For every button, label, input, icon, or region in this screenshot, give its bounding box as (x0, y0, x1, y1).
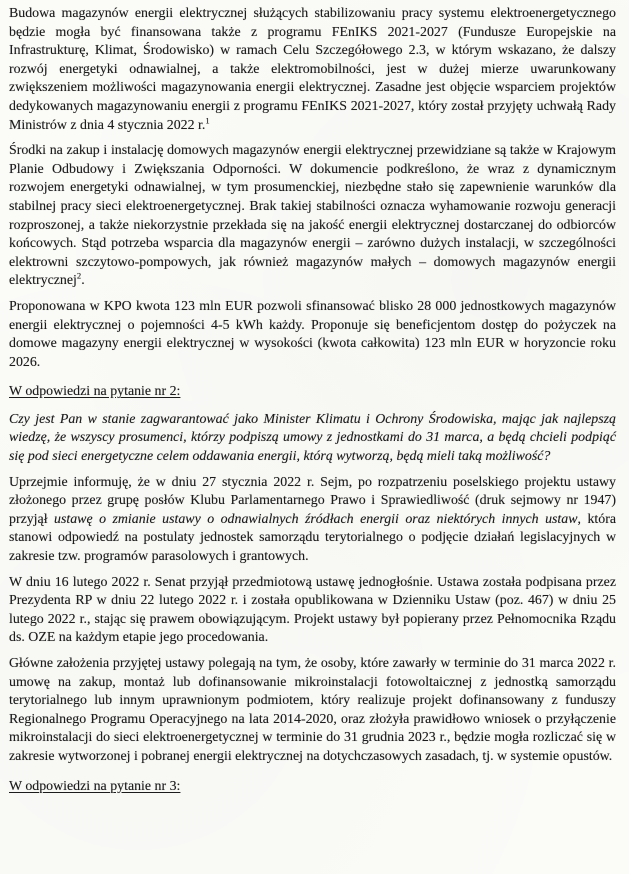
para-sejm-ustawa (9, 474, 616, 567)
para-sejm-ustawa-text: ustawę o zmianie ustawy o odnawialnych źródłach energii oraz niektórych innych ustaw (54, 511, 578, 527)
para-sejm-ustawa-text: , która stanowi odpowiedź na postulaty jednostek samorządu terytorialnego o podjęcie działań legislacyjnych w zakresie tzw. programów parasolowych i grantowych. (9, 511, 616, 565)
heading-odpowiedz-pytanie-3-text: W odpowiedzi na pytanie nr 3: (9, 778, 181, 794)
para-senat-podpisanie (9, 574, 616, 648)
heading-odpowiedz-pytanie-2 (9, 383, 616, 402)
heading-odpowiedz-pytanie-3 (9, 778, 616, 797)
para-pytanie-2-tresc-text: Czy jest Pan w stanie zagwarantować jako Minister Klimatu i Ochrony Środowiska, mając jak najlepszą wiedzę, że wszyscy prosumenci, którzy podpiszą umowy z jednostkami do 31 marca, a będą chcieli podpiąć się pod sieci energetyczne celem oddawania energii, którą wytworzą, będą mieli taką możliwość? (9, 411, 616, 465)
para-pytanie-2-tresc (9, 411, 616, 467)
para-kpo-srodki (9, 142, 616, 291)
document-body (9, 5, 616, 796)
para-feniks-program (9, 5, 616, 135)
para-senat-podpisanie-text: W dniu 16 lutego 2022 r. Senat przyjął przedmiotową ustawę jednogłośnie. Ustawa została podpisana przez Prezydenta RP w dniu 22 lutego 2022 r. i została opublikowana w Dzienniku Ustaw (poz. 467) w dniu 25 lutego 2022 r., stając się prawem obowiązującym. Projekt ustawy był popierany przez Pełnomocnika Rządu ds. OZE na każdym etapie jego procedowania. (9, 574, 616, 646)
para-glowne-zalozenia (9, 655, 616, 767)
heading-odpowiedz-pytanie-2-text: W odpowiedzi na pytanie nr 2: (9, 384, 181, 400)
para-kpo-srodki-footnote-ref: 2 (76, 270, 82, 281)
para-sejm-ustawa-text: Uprzejmie informuję, że w dniu 27 stycznia 2022 r. Sejm, po rozpatrzeniu poselskiego projektu ustawy złożonego przez grupę posłów Klubu Parlamentarnego Prawo i Sprawiedliwość (druk sejmowy nr 1947) przyjął (9, 474, 616, 527)
para-kpo-kwota (9, 298, 616, 372)
para-feniks-program-footnote-ref: 1 (205, 114, 210, 125)
para-kpo-srodki-text: . (81, 273, 85, 289)
para-feniks-program-text: Budowa magazynów energii elektrycznej służących stabilizowaniu pracy systemu elektroenergetycznego będzie mogła być finansowana także z programu FEnIKS 2021-2027 (Fundusze Europejskie na Infrastrukturę, Klimat, Środowisko) w ramach Celu Szczegółowego 2.3, w którym wskazano, że dalszy rozwój energetyki odnawialnej, a także elektromobilności, jest w dużej mierze uwarunkowany zwiększeniem możliwości magazynowania energii elektrycznej. Zasadne jest objęcie wsparciem projektów dedykowanych magazynowaniu energii z programu FEnIKS 2021-2027, który został przyjęty uchwałą Rady Ministrów z dnia 4 stycznia 2022 r. (9, 6, 616, 133)
para-glowne-zalozenia-text: Główne założenia przyjętej ustawy polegają na tym, że osoby, które zawarły w terminie do 31 marca 2022 r. umowę na zakup, montaż lub dofinansowanie mikroinstalacji fotowoltaicznej z jednostką samorządu terytorialnego lub innym uprawnionym podmiotem, który realizuje projekt dofinansowany z funduszy Regionalnego Programu Operacyjnego na lata 2014-2020, oraz złożyła prawidłowo wniosek o przyłączenie mikroinstalacji do sieci elektroenergetycznej w terminie do 31 grudnia 2023 r., będzie mogła rozliczać się w zakresie wytworzonej i pobranej energii elektrycznej na dotychczasowych zasadach, tj. w systemie opustów. (9, 656, 616, 764)
para-kpo-kwota-text: Proponowana w KPO kwota 123 mln EUR pozwoli sfinansować blisko 28 000 jednostkowych magazynów energii elektrycznej o pojemności 4-5 kWh każdy. Proponuje się beneficjentom dostęp do pożyczek na domowe magazyny energii elektrycznej w wysokości (kwota całkowita) 123 mln EUR w horyzoncie roku 2026. (9, 298, 616, 370)
para-kpo-srodki-text: Środki na zakup i instalację domowych magazynów energii elektrycznej przewidziane są także w Krajowym Planie Odbudowy i Zwiększania Odporności. W dokumencie podkreślono, że wraz z dynamicznym rozwojem energetyki odnawialnej, w tym prosumenckiej, niezbędne stało się zapewnienie warunków dla stabilnej pracy sieci elektroenergetycznej. Brak takiej stabilności oznacza wyhamowanie rozwoju generacji rozproszonej, a także niekorzystnie przekłada się na jakość energii elektrycznej dostarczanej do odbiorców końcowych. Stąd potrzeba wsparcia dla magazynów energii – zarówno dużych instalacji, w szczególności elektrowni szczytowo-pompowych, jak również magazynów małych – domowych magazynów energii elektrycznej (9, 143, 616, 289)
